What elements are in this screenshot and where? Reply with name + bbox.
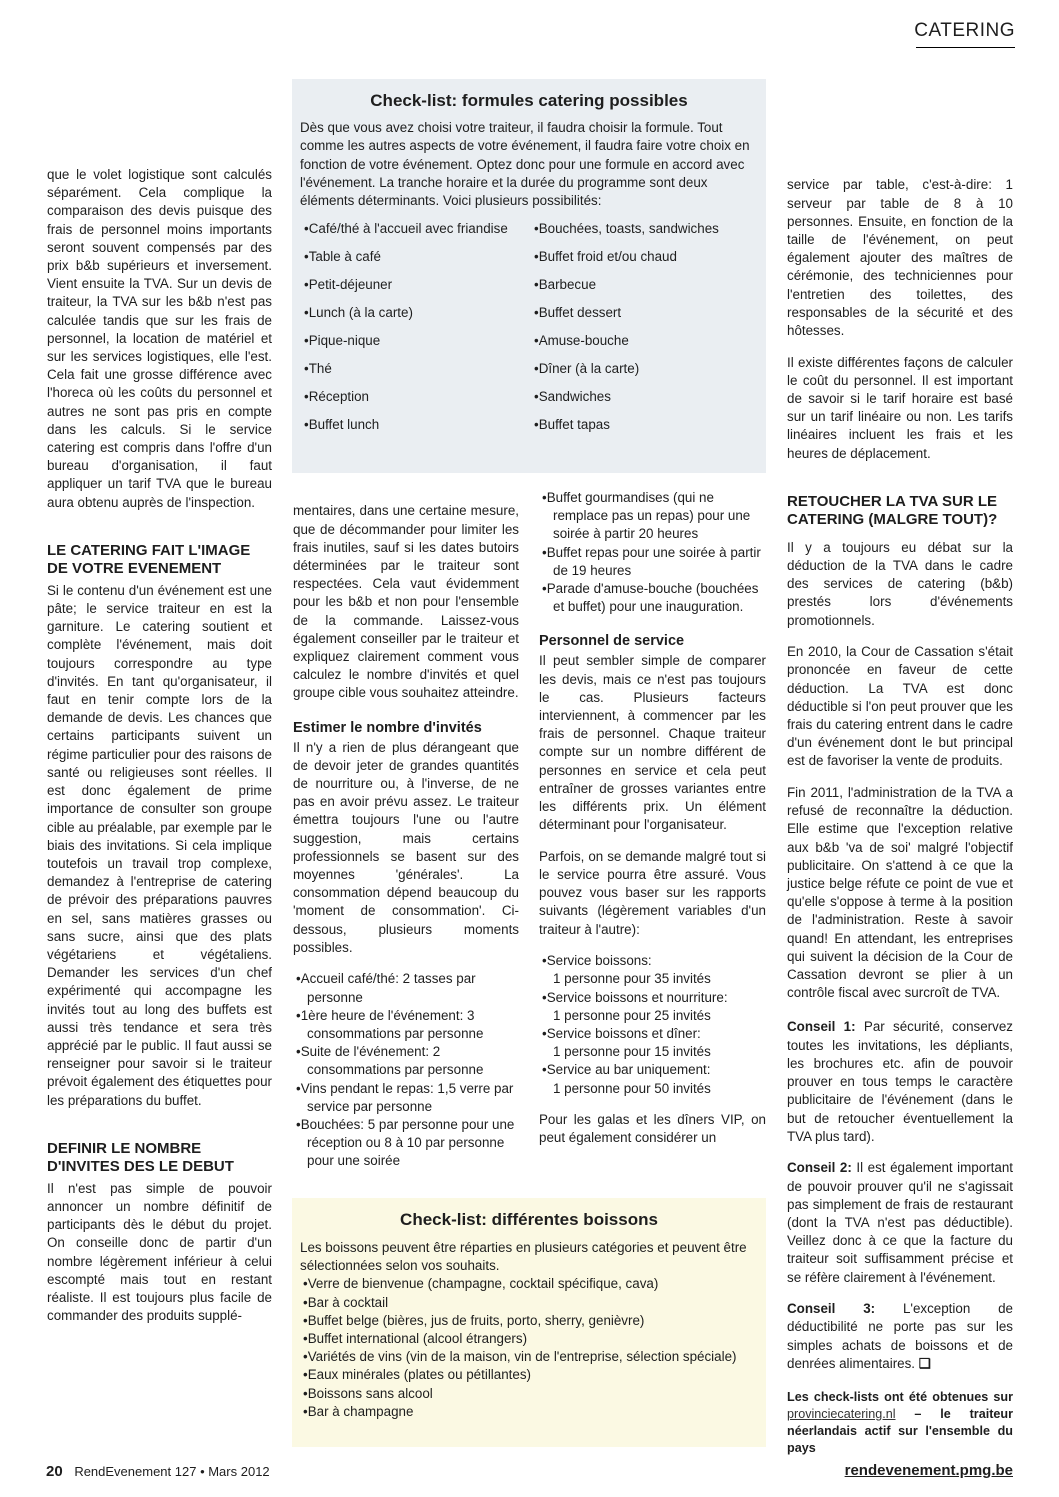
formula-item: • Buffet dessert [522, 304, 752, 322]
tip-text: Par sécurité, conservez toutes les invitations, les dépliants, les brochures etc. afin de pouvoir prouver en tous temps le caractère publicitaire de l'événement (dans le but de retoucher éventuellement la TVA plus tard). [787, 1019, 1013, 1144]
boissons-list [300, 1275, 758, 1421]
formula-item: • Café/thé à l'accueil avec friandise [292, 220, 522, 238]
tip-text: L'exception de déductibilité ne porte pas sur les simples achats de boissons et de denrées alimentaires. [787, 1301, 1013, 1371]
col4-para4: En 2010, la Cour de Cassation s'était prononcée en faveur de cette déduction. La TVA est donc déductible si l'on peut prouver que les frais du catering entrent dans le cadre d'un événement dont le but principal est de favoriser la vente de produits. [787, 644, 1013, 769]
ratio-label: Service boissons: [546, 953, 652, 969]
col4-para5: Fin 2011, l'administration de la TVA a refusé de reconnaître la déduction. Elle estime que l'exception relative aux b&b 'va de soi' malgré l'objectif publicitaire. On s'attend à ce que la justice belge réfute ce point de vue et qu'elle s'oppose à terme à la position de l'administration. Reste à savoir quand! En attendant, les entreprises qui suivent la décision de la Cour de Cassation devront se plier à un contrôle fiscal avec surcroît de TVA. [787, 785, 1013, 1001]
ratio-value: 1 personne pour 35 invités [553, 971, 711, 987]
formula-item: • Thé [292, 360, 522, 378]
end-mark-icon: ❏ [918, 1355, 931, 1371]
tip-label: Conseil 1: [787, 1019, 856, 1035]
formula-item: • Réception [292, 388, 522, 406]
formula-item: • Petit-déjeuner [292, 276, 522, 294]
service-ratio-item [539, 1061, 766, 1097]
formula-item: • Buffet froid et/ou chaud [522, 248, 752, 266]
col4-para1: service par table, c'est-à-dire: 1 serveur par table de 8 à 10 personnes. Ensuite, en fonction de la taille de l'événement, on peut également ajouter des maîtres de cérémonie, des techniciennes pour l'entretien des toilettes, des responsables de la sécurité et des hôtesses. [787, 177, 1013, 339]
service-ratio-list [539, 952, 766, 1098]
source-note [787, 1389, 1013, 1457]
header-rule [916, 47, 1015, 48]
checklist-formules-box [292, 79, 766, 473]
service-ratio-item [539, 952, 766, 988]
col4-para2: Il existe différentes façons de calculer le coût du personnel. Il est important de savoir si le tarif horaire est basé sur un tarif linéaire ou non. Les tarifs linéaires incluent les frais et les heures de déplacement. [787, 354, 1013, 461]
heading-personnel: Personnel de service [539, 633, 685, 650]
consumption-item: • 1ère heure de l'événement: 3 consommations par personne [293, 1007, 519, 1043]
consumption-item: • Vins pendant le repas: 1,5 verre par service par personne [293, 1080, 519, 1116]
checklist-boissons-intro: Les boissons peuvent être réparties en plusieurs catégories et peuvent être sélectionnées selon vos souhaits. [300, 1240, 747, 1274]
footer-url[interactable]: rendevenement.pmg.be [844, 1462, 1013, 1479]
col1-para2: Il n'est pas simple de pouvoir annoncer un nombre définitif de participants dès le début du projet. On conseille donc de partir d'un nombre légèrement inférieur à celui escompté mais tout en restant réaliste. Il est toujours plus facile de commander des produits supplé- [47, 1180, 272, 1324]
checklist-formules-intro: Dès que vous avez choisi votre traiteur, il faudra choisir la formule. Tout comme les autres aspects de votre événement, il faudra faire votre choix en fonction de votre événement. Optez donc pour une formule en accord avec l'événement. La tranche horaire et la durée du programme sont deux éléments déterminants. Voici plusieurs possibilités: [300, 120, 750, 209]
heading-estimer: Estimer le nombre d'invités [293, 719, 482, 736]
tip-paragraph [787, 1159, 1013, 1286]
col3-para1: Il peut sembler simple de comparer les devis, mais ce n'est pas toujours le cas. Plusieurs facteurs interviennent, à commencer par les frais de personnel. Chaque traiteur compte sur un nombre différent de personnes en service et cela peut entraîner de grosses variantes entre les différents prix. Un élément déterminant pour l'organisateur. [539, 653, 766, 833]
boisson-item: • Verre de bienvenue (champagne, cocktail spécifique, cava) [300, 1275, 758, 1293]
formula-item: • Sandwiches [522, 388, 752, 406]
ratio-label: Service boissons et dîner: [546, 1026, 701, 1042]
checklist-boissons-box [292, 1198, 766, 1447]
boisson-item: • Eaux minérales (plates ou pétillantes) [300, 1366, 758, 1384]
column-1 [47, 166, 272, 1339]
heading-tva: RETOUCHER LA TVA SUR LE CATERING (MALGRE TOUT)? [787, 492, 998, 528]
heading-definir-nombre: DEFINIR LE NOMBRE D'INVITES DES LE DEBUT [47, 1139, 234, 1175]
formula-item: • Table à café [292, 248, 522, 266]
section-title: CATERING [914, 20, 1015, 41]
formula-item: • Lunch (à la carte) [292, 304, 522, 322]
ratio-value: 1 personne pour 15 invités [553, 1044, 711, 1060]
tip-label: Conseil 3: [787, 1301, 876, 1317]
buffet-item: • Parade d'amuse-bouche (bouchées et buffet) pour une inauguration. [539, 580, 766, 616]
buffet-item: • Buffet gourmandises (qui ne remplace pas un repas) pour une soirée à partir 20 heures [539, 489, 766, 544]
service-ratio-item [539, 1025, 766, 1061]
tip-paragraph [787, 1018, 1013, 1145]
boisson-item: • Bar à cocktail [300, 1294, 758, 1312]
tips-block [787, 1018, 1013, 1372]
ratio-value: 1 personne pour 50 invités [553, 1080, 711, 1096]
formula-item: • Pique-nique [292, 332, 522, 350]
consumption-item: • Accueil café/thé: 2 tasses par personne [293, 970, 519, 1006]
source-post: – le traiteur néerlandais actif sur l'ensemble du pays [787, 1406, 1013, 1455]
ratio-value: 1 personne pour 25 invités [553, 1007, 711, 1023]
col4-para3: Il y a toujours eu débat sur la déduction de la TVA dans le cadre des services de catering (b&b) prestés lors d'événements promotionnels. [787, 539, 1013, 628]
section-header [900, 20, 1015, 42]
buffet-item: • Buffet repas pour une soirée à partir de 19 heures [539, 544, 766, 580]
boisson-item: • Boissons sans alcool [300, 1385, 758, 1403]
service-ratio-item [539, 989, 766, 1025]
boisson-item: • Buffet international (alcool étrangers) [300, 1330, 758, 1348]
consumption-item: • Suite de l'événement: 2 consommations par personne [293, 1043, 519, 1079]
formula-item: • Buffet lunch [292, 416, 522, 434]
checklist-boissons-title: Check-list: différentes boissons [400, 1210, 658, 1229]
formula-item: • Buffet tapas [522, 416, 752, 434]
col3-para3: Pour les galas et les dîners VIP, on peut également considérer un [539, 1112, 766, 1146]
col2-para2: Il n'y a rien de plus dérangeant que de devoir jeter de grandes quantités de nourriture ou, à l'inverse, de ne pas en avoir prévu assez. Le traiteur émettra toujours l'une ou l'autre suggestion, mais certains professionnels se basent sur des moyennes 'générales'. La consommation dépend beaucoup du 'moment de consommation'. Ci-dessous, plusieurs moments possibles. [293, 739, 519, 955]
col3-para2: Parfois, on se demande malgré tout si le service pourra être assuré. Vous pouvez vous baser sur les rapports suivants (légèrement variables d'un traiteur à l'autre): [539, 848, 766, 937]
source-pre: Les check-lists ont été obtenues sur [787, 1389, 1013, 1404]
formula-item: • Barbecue [522, 276, 752, 294]
source-link[interactable]: provinciecatering.nl [787, 1406, 896, 1421]
consumption-item: • Bouchées: 5 par personne pour une réception ou 8 à 10 par personne pour une soirée [293, 1116, 519, 1171]
tip-text: Il est également important de pouvoir prouver qu'il ne s'agissait pas simplement de frais de restaurant (dont la TVA n'est pas déductible). Veillez donc à ce que la facture du traiteur soit suffisamment précise et se réfère clairement à l'événement. [787, 1160, 1013, 1285]
col1-intro: que le volet logistique sont calculés séparément. Cela complique la comparaison des devis puisque des frais de personnel moins importants seront souvent compensés par des prix b&b supérieurs et inversement. Vient ensuite la TVA. Sur un devis de traiteur, la TVA sur les b&b n'est pas calculée tandis que sur les frais de personnel, la location de matériel et sur les services logistiques, elle l'est. Cela fait une grosse différence avec l'horeca où les coûts du personnel et autres ne sont pas pris en compte dans les calculs. Si le service catering est compris dans l'offre d'un bureau d'organisation, il faut appliquer un tarif TVA que le bureau aura obtenu auprès de l'inspection. [47, 167, 272, 510]
boisson-item: • Variétés de vins (vin de la maison, vin de l'entreprise, sélection spéciale) [300, 1348, 758, 1366]
footer-left [46, 1463, 270, 1480]
column-3 [539, 489, 766, 1161]
formula-item: • Dîner (à la carte) [522, 360, 752, 378]
boisson-item: • Buffet belge (bières, jus de fruits, porto, sherry, genièvre) [300, 1312, 758, 1330]
col1-para1: Si le contenu d'un événement est une pâte; le service traiteur en est la garniture. Le catering soutient et complète l'événement, mais doit toujours correspondre au type d'invités. En tant qu'organisateur, il faut en tenir compte lors de la demande de devis. Les chances que certains participants suivent un régime particulier pour des raisons de santé ou religieuses sont réelles. Il est donc également de prime importance de consulter son groupe cible au préalable, par exemple par le biais des invitations. Si cela implique toutefois un travail trop complexe, demandez à l'entreprise de catering de prévoir des préparations pauvres en sel, sans matières grasses ou sans sucre, ainsi que des plats végétariens et végétaliens. Demander les services d'un chef expérimenté qui accompagne les invités tout au long des buffets est aussi très tendance et sera très apprécié par le public. Il faut aussi se renseigner pour savoir si le traiteur prévoit également des étiquettes pour les préparations du buffet. [47, 582, 272, 1108]
issue-label: RendEvenement 127 • Mars 2012 [74, 1464, 270, 1479]
checklist-formules-title: Check-list: formules catering possibles [370, 91, 688, 110]
tip-label: Conseil 2: [787, 1160, 852, 1176]
ratio-label: Service boissons et nourriture: [546, 989, 728, 1005]
heading-catering-image: LE CATERING FAIT L'IMAGE DE VOTRE EVENEMENT [47, 541, 251, 577]
ratio-label: Service au bar uniquement: [546, 1062, 711, 1078]
formula-item: • Amuse-bouche [522, 332, 752, 350]
column-2 [293, 489, 519, 1171]
consumption-list [293, 970, 519, 1170]
formula-item: • Bouchées, toasts, sandwiches [522, 220, 752, 238]
column-4 [787, 163, 1013, 1470]
buffet-list [539, 489, 766, 616]
tip-paragraph [787, 1300, 1013, 1373]
boisson-item: • Bar à champagne [300, 1403, 758, 1421]
page-number: 20 [46, 1463, 63, 1480]
col2-para1: mentaires, dans une certaine mesure, que de décommander pour limiter les frais inutiles, sauf si les dates butoirs déterminées par le traiteur sont respectées. Cela vaut évidemment pour les b&b et non pour l'ensemble de la commande. Laissez-vous également conseiller par le traiteur et expliquez clairement comment vous calculez le nombre d'invités et quel groupe cible vous souhaitez atteindre. [293, 503, 519, 701]
